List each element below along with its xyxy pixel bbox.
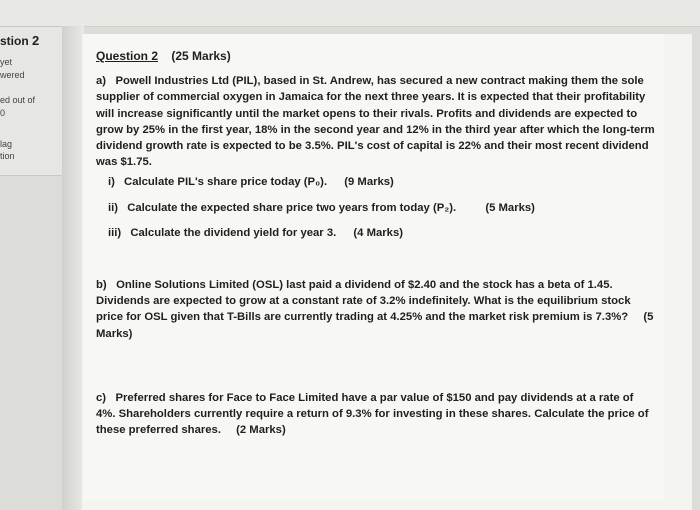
subquestion-i: i) Calculate PIL's share price today (P₀). (9 Marks) xyxy=(108,176,394,189)
part-c-label: c) xyxy=(96,391,107,404)
part-a-text: Powell Industries Ltd (PIL), based in St. Andrew, has secured a new contract making them the sole supplier of commercial oxygen in Jamaica for the next three years. It is expected that their profitability will increase significantly until the market opens to their rivals. Profits and dividends are expected to grow by 25% in the first year, 18% in the second year and 12% in the third year after which the long-term dividend growth rate is expected to be 3.5%. PIL's cost of capital is 22% and their most recent dividend was $1.75. xyxy=(96,75,655,169)
flag-line-2[interactable]: tion xyxy=(0,151,15,161)
question-content xyxy=(96,48,656,438)
question-title: Question 2 xyxy=(96,49,159,63)
part-c-text: Preferred shares for Face to Face Limited have a par value of $150 and pay dividends at a rate of 4%. Shareholders currently require a return of 9.3% for investing in these shares. Calculate the price of these preferred shares. xyxy=(96,391,649,437)
status-line-1: yet xyxy=(0,57,13,67)
question-total-marks: (25 Marks) xyxy=(171,49,231,63)
part-b-marks: (5 Marks) xyxy=(96,311,654,340)
browser-top-bar xyxy=(0,0,700,27)
question-info-panel xyxy=(0,26,63,176)
part-c xyxy=(96,390,656,439)
part-a-label: a) xyxy=(96,75,107,88)
question-number-label: stion 2 xyxy=(0,33,40,48)
subquestion-iii: iii) Calculate the dividend yield for year 3. (4 Marks) xyxy=(108,226,403,239)
marks-line-1: ed out of xyxy=(0,95,36,105)
subquestion-ii: ii) Calculate the expected share price two years from today (P₂). (5 Marks) xyxy=(108,201,535,214)
part-b xyxy=(96,277,656,342)
page-gutter xyxy=(62,26,84,510)
part-a-subquestions xyxy=(108,174,656,241)
status-line-2: wered xyxy=(0,70,25,80)
flag-line-1[interactable]: lag xyxy=(0,139,13,149)
question-header xyxy=(96,48,656,64)
part-c-marks: (2 Marks) xyxy=(236,424,286,437)
part-b-text: Online Solutions Limited (OSL) last paid a dividend of $2.40 and the stock has a beta of 1.45. Dividends are expected to grow at a constant rate of 3.2% indefinitely. What is the equilibrium stock price for OSL given that T-Bills are currently trading at 4.25% and the market risk premium is 7.3%? xyxy=(96,279,631,324)
part-a xyxy=(96,73,656,170)
part-b-label: b) xyxy=(96,279,107,292)
marks-line-2: 0 xyxy=(0,108,6,118)
